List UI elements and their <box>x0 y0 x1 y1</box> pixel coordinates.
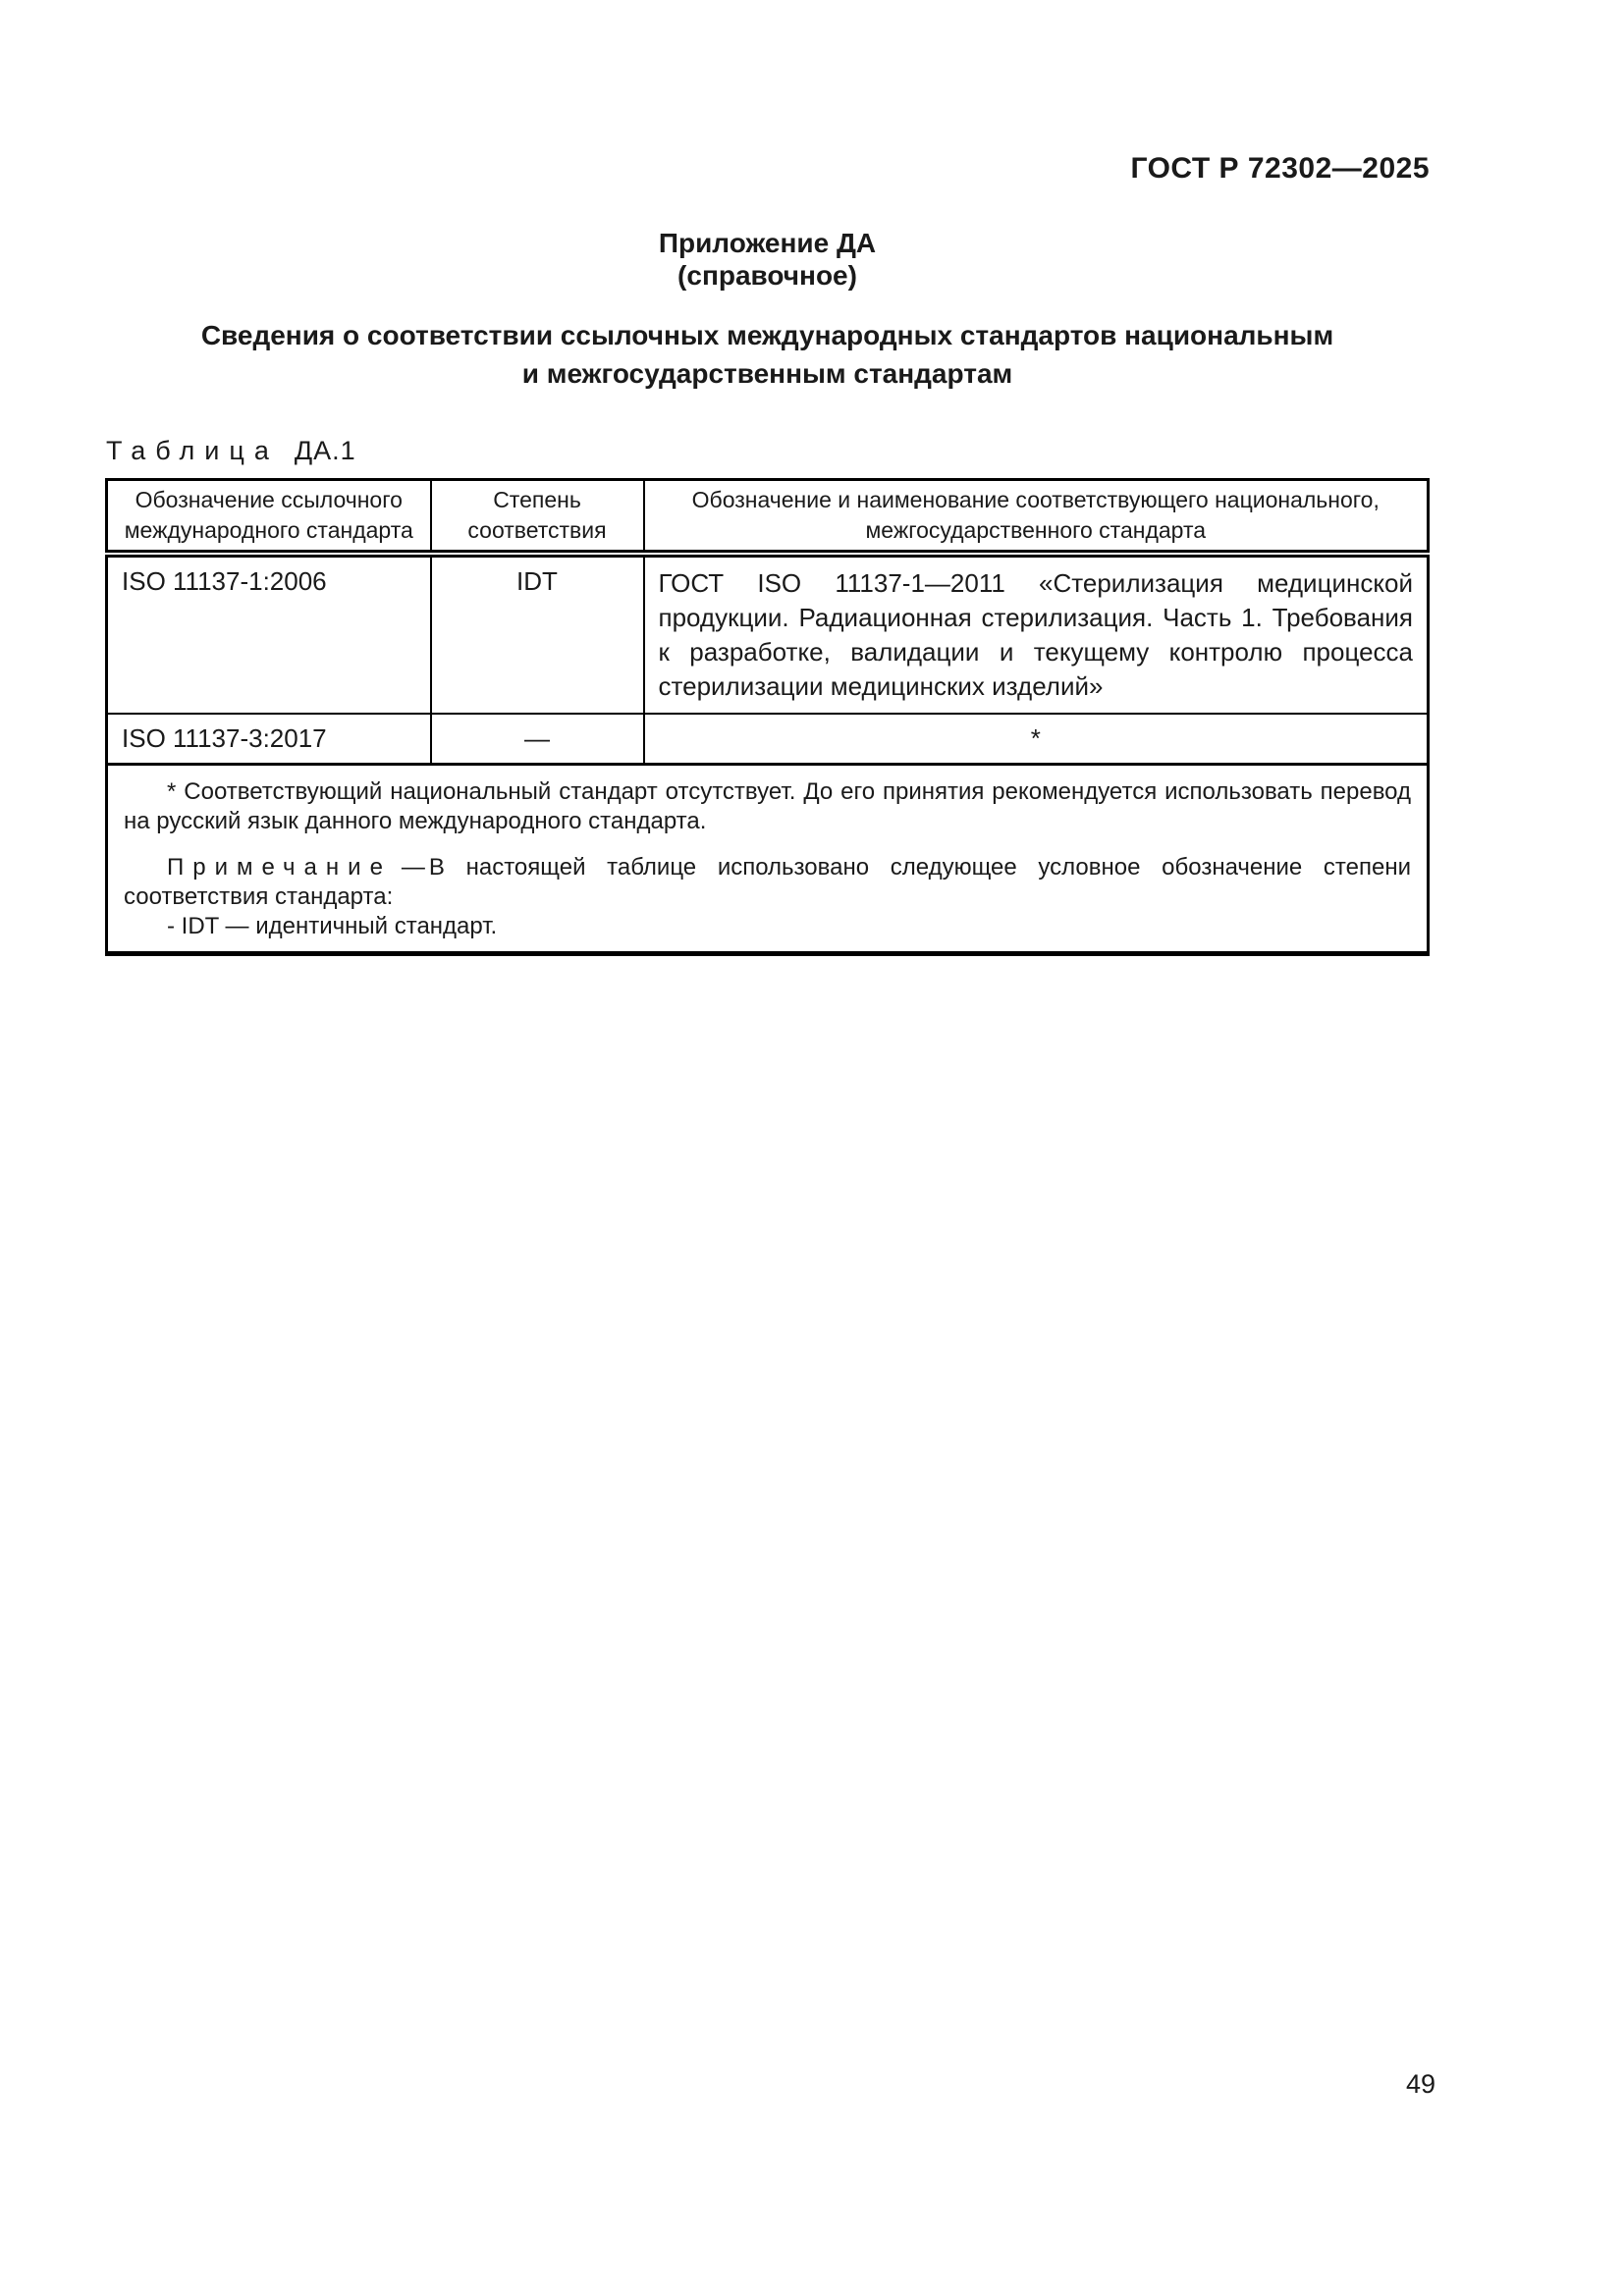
appendix-kind: (справочное) <box>677 260 857 291</box>
cell-matching-standard: * <box>644 714 1429 765</box>
cell-degree: — <box>431 714 644 765</box>
note-text: В настоящей таблице использовано следующее условное обозначение степени соответствия стандарта: <box>124 854 1411 910</box>
column-header-reference-standard: Обозначение ссылочного международного стандарта <box>107 480 431 555</box>
column-header-degree: Степень соответствия <box>431 480 644 555</box>
appendix-title <box>105 316 1430 393</box>
table-footnote: * Соответствующий национальный стандарт отсутствует. До его принятия рекомендуется использовать перевод на русский язык данного международного стандарта. <box>124 778 1411 834</box>
table-notes-row <box>107 765 1429 954</box>
column-header-matching-standard: Обозначение и наименование соответствующего национального, межгосударственного стандарта <box>644 480 1429 555</box>
cell-reference-standard: ISO 11137-1:2006 <box>107 554 431 714</box>
table-caption <box>106 436 356 466</box>
appendix-title-line-2: и межгосударственным стандартам <box>521 358 1013 389</box>
appendix-name: Приложение ДА <box>658 228 877 258</box>
table-note <box>124 853 1411 912</box>
page-number: 49 <box>1405 2069 1435 2099</box>
table-header-row <box>107 480 1429 555</box>
table-row <box>107 554 1429 714</box>
table-caption-label: Таблица <box>106 436 279 465</box>
table-row <box>107 714 1429 765</box>
note-label: Примечание <box>167 854 392 881</box>
note-list-item: - IDT — идентичный стандарт. <box>167 913 498 939</box>
note-dash: — <box>401 854 425 881</box>
cell-degree: IDT <box>431 554 644 714</box>
appendix-heading <box>105 227 1430 292</box>
table-notes-cell <box>107 765 1429 954</box>
table-caption-number: ДА.1 <box>294 436 356 465</box>
cell-matching-standard: ГОСТ ISO 11137-1—2011 «Стерилизация медицинской продукции. Радиационная стерилизация. Часть 1. Требования к разработке, валидации и текущему контролю процесса стерилизации медицинских изделий» <box>644 554 1429 714</box>
doc-reference-header: ГОСТ Р 72302—2025 <box>1130 152 1430 185</box>
standards-correspondence-table <box>105 478 1430 956</box>
appendix-title-line-1: Сведения о соответствии ссылочных международных стандартов национальным <box>200 320 1334 350</box>
cell-reference-standard: ISO 11137-3:2017 <box>107 714 431 765</box>
